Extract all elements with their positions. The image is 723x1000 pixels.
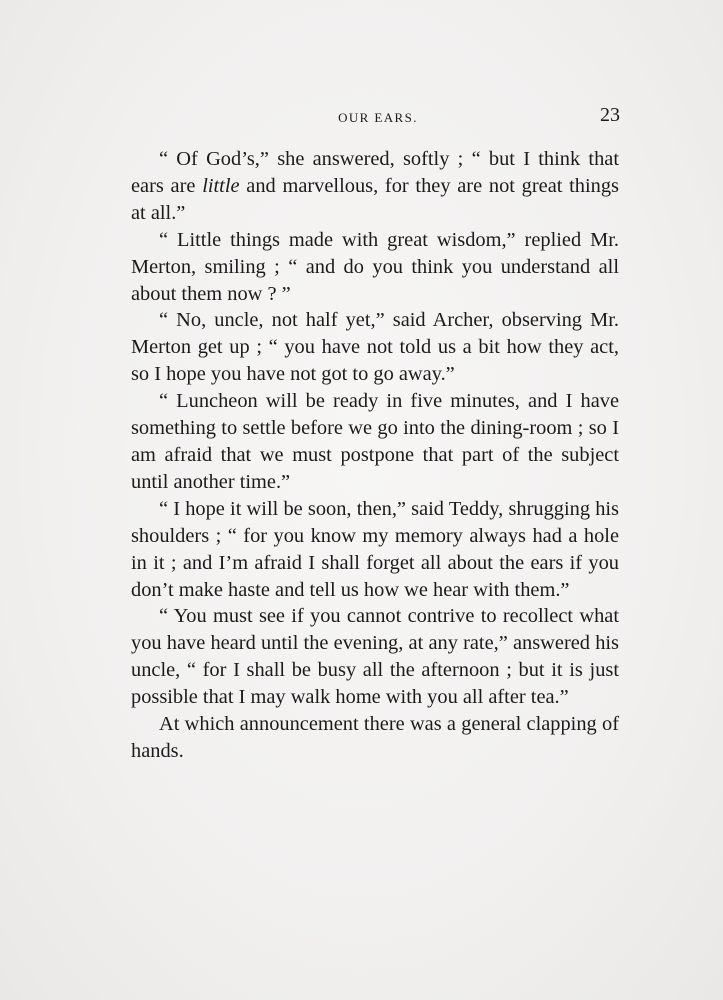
text-run: “ No, uncle, not half yet,” said Archer, observing Mr. Merton get up ; “ you have not told us a bit how they act, so I hope you have not got to go away.”	[131, 309, 619, 386]
paragraph	[131, 307, 619, 388]
page-header	[130, 104, 620, 134]
text-run: “ Luncheon will be ready in five minutes, and I have something to settle before we go into the dining-room ; so I am afraid that we must postpone that part of the subject until another time.”	[131, 390, 619, 493]
paragraph	[131, 603, 619, 711]
paragraph	[131, 227, 619, 308]
italic-text: little	[202, 174, 240, 197]
body-text	[131, 146, 619, 765]
paragraph	[131, 496, 619, 604]
text-run: At which announcement there was a general clapping of hands.	[131, 713, 619, 762]
paragraph	[131, 711, 619, 765]
text-run: and marvellous, for they are not great things at all.”	[131, 174, 619, 224]
text-run: “ Little things made with great wisdom,” replied Mr. Merton, smiling ; “ and do you think you understand all about them now ? ”	[131, 228, 619, 305]
page-number: 23	[600, 104, 620, 126]
text-run: “ Of God’s,” she answered, softly ; “ but I think that ears are	[131, 148, 619, 197]
running-head: OUR EARS.	[338, 110, 418, 125]
paragraph	[131, 388, 619, 496]
text-run: “ You must see if you cannot contrive to recollect what you have heard until the evening, at any rate,” answered his uncle, “ for I shall be busy all the afternoon ; but it is just possible that I may walk home with you all after tea.”	[131, 605, 619, 709]
text-run: “ I hope it will be soon, then,” said Teddy, shrugging his shoulders ; “ for you know my memory always had a hole in it ; and I’m afraid I shall forget all about the ears if you don’t make haste and tell us how we hear with them.”	[131, 497, 619, 601]
paragraph	[131, 146, 619, 227]
